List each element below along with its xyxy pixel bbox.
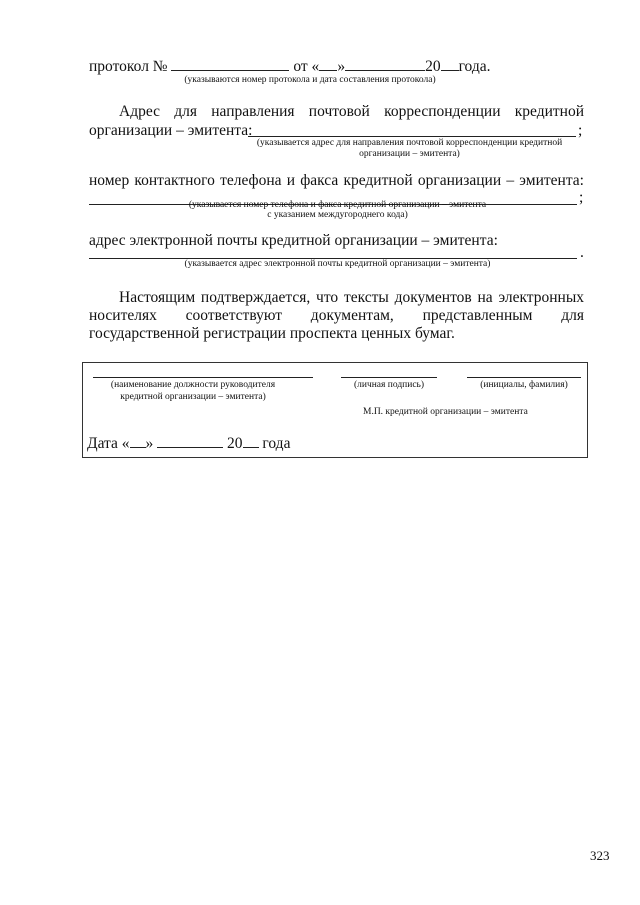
date-day-field[interactable] — [130, 447, 146, 448]
date-line — [87, 435, 290, 453]
protocol-month-field[interactable] — [345, 70, 425, 71]
email-line1: адрес электронной почты кредитной организации – эмитента: — [89, 232, 498, 249]
name-field[interactable] — [467, 377, 581, 378]
date-year: 20 — [227, 435, 243, 452]
protocol-line — [89, 58, 490, 76]
address-note1: (указывается адрес для направления почтовой корреспонденции кредитной — [256, 138, 563, 148]
date-suffix: года — [262, 435, 291, 452]
protocol-number-field[interactable] — [171, 70, 289, 71]
date-year-field[interactable] — [243, 447, 259, 448]
position-note2: кредитной организации – эмитента) — [120, 392, 266, 402]
page-number: 323 — [590, 848, 610, 863]
stamp-label: М.П. кредитной организации – эмитента — [363, 407, 528, 417]
confirm-line3: государственной регистрации проспекта ценных бумаг. — [89, 325, 455, 342]
protocol-quote-close: » — [337, 58, 346, 75]
phone-note1: (указывается номер телефона и факса кредитной организации – эмитента — [188, 200, 487, 210]
protocol-year-prefix: 20 — [425, 58, 441, 75]
phone-end: ; — [579, 189, 584, 206]
address-note2: организации – эмитента) — [359, 149, 460, 159]
signature-box — [82, 362, 588, 458]
date-month-field[interactable] — [157, 447, 223, 448]
date-prefix: Дата « — [87, 435, 130, 452]
sign-note: (личная подпись) — [353, 380, 425, 390]
phone-line1: номер контактного телефона и факса кредитной организации – эмитента: — [89, 172, 584, 189]
address-end: ; — [578, 122, 583, 139]
protocol-note: (указываются номер протокола и дата составления протокола) — [184, 75, 436, 85]
date-mid: » — [145, 435, 154, 452]
protocol-year-suffix: года. — [458, 58, 491, 75]
protocol-year-field[interactable] — [441, 70, 459, 71]
confirm-line2: носителях соответствуют документам, представленным для — [89, 307, 584, 324]
name-note: (инициалы, фамилия) — [480, 380, 568, 390]
email-end: . — [580, 244, 584, 261]
protocol-from: от « — [293, 58, 320, 75]
address-line1: Адрес для направления почтовой корреспонденции кредитной — [119, 103, 584, 120]
address-field[interactable] — [248, 136, 576, 137]
position-field[interactable] — [93, 377, 313, 378]
confirm-line1: Настоящим подтверждается, что тексты документов на электронных — [119, 289, 584, 306]
signature-field[interactable] — [341, 377, 437, 378]
phone-note2: с указанием междугороднего кода) — [267, 210, 408, 220]
address-line2: организации – эмитента: — [89, 122, 253, 139]
email-note: (указывается адрес электронной почты кредитной организации – эмитента) — [184, 259, 491, 269]
position-note1: (наименование должности руководителя — [110, 380, 276, 390]
protocol-day-field[interactable] — [319, 70, 337, 71]
protocol-prefix: протокол № — [89, 58, 168, 75]
